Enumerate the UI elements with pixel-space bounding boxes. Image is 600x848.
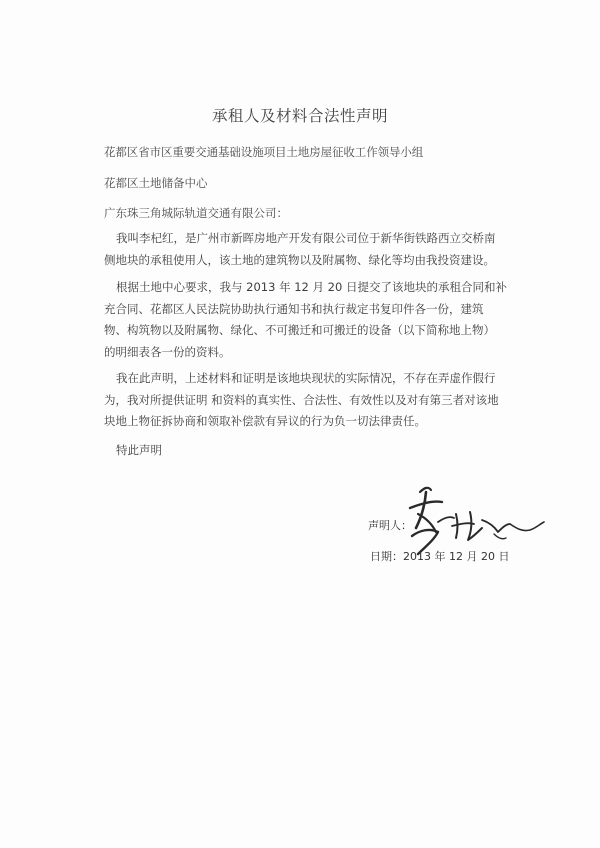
closing-statement: 特此声明 [116,443,162,457]
document-title: 承租人及材料合法性声明 [211,107,388,125]
paragraph-3-line-2: 为，我对所提供证明 和资料的真实性、合法性、有效性以及对有第三者对该地 [104,392,499,407]
paragraph-3-line-1: 我在此声明，上述材料和证明是该地块现状的实际情况，不存在弄虚作假行 [116,371,496,385]
signature-date: 日期：2013 年 12 月 20 日 [370,550,510,563]
addressee-1: 花都区省市区重要交通基础设施项目土地房屋征收工作领导小组 [104,145,424,159]
paragraph-2-line-3: 物、构筑物以及附属物、绿化、不可搬迁和可搬迁的设备（以下简称地上物） [104,323,495,337]
paragraph-3-line-3: 块地上物征拆协商和领取补偿款有异议的行为负一切法律责任。 [104,414,426,428]
paragraph-2-line-1: 根据土地中心要求，我与 2013 年 12 月 20 日提交了该地块的承租合同和补 [116,280,507,294]
handwritten-signature [398,478,548,558]
paragraph-1-line-1: 我叫李杞红，是广州市新晖房地产开发有限公司位于新华街铁路西立交桥南 [116,231,496,245]
paragraph-2-line-2: 充合同、花都区人民法院协助执行通知书和执行裁定书复印件各一份，建筑 [104,301,484,316]
addressee-3: 广东珠三角城际轨道交通有限公司： [104,206,288,220]
paragraph-1 [104,228,502,271]
paragraph-1-line-2: 侧地块的承租使用人，该土地的建筑物以及附属物、绿化等均由我投资建设。 [104,252,495,267]
addressee-2: 花都区土地储备中心 [104,176,208,190]
paragraph-2-line-4: 的明细表各一份的资料。 [104,344,231,359]
paragraph-2 [104,277,507,363]
paragraph-3 [104,368,502,433]
signature-label: 声明人： [368,519,412,532]
